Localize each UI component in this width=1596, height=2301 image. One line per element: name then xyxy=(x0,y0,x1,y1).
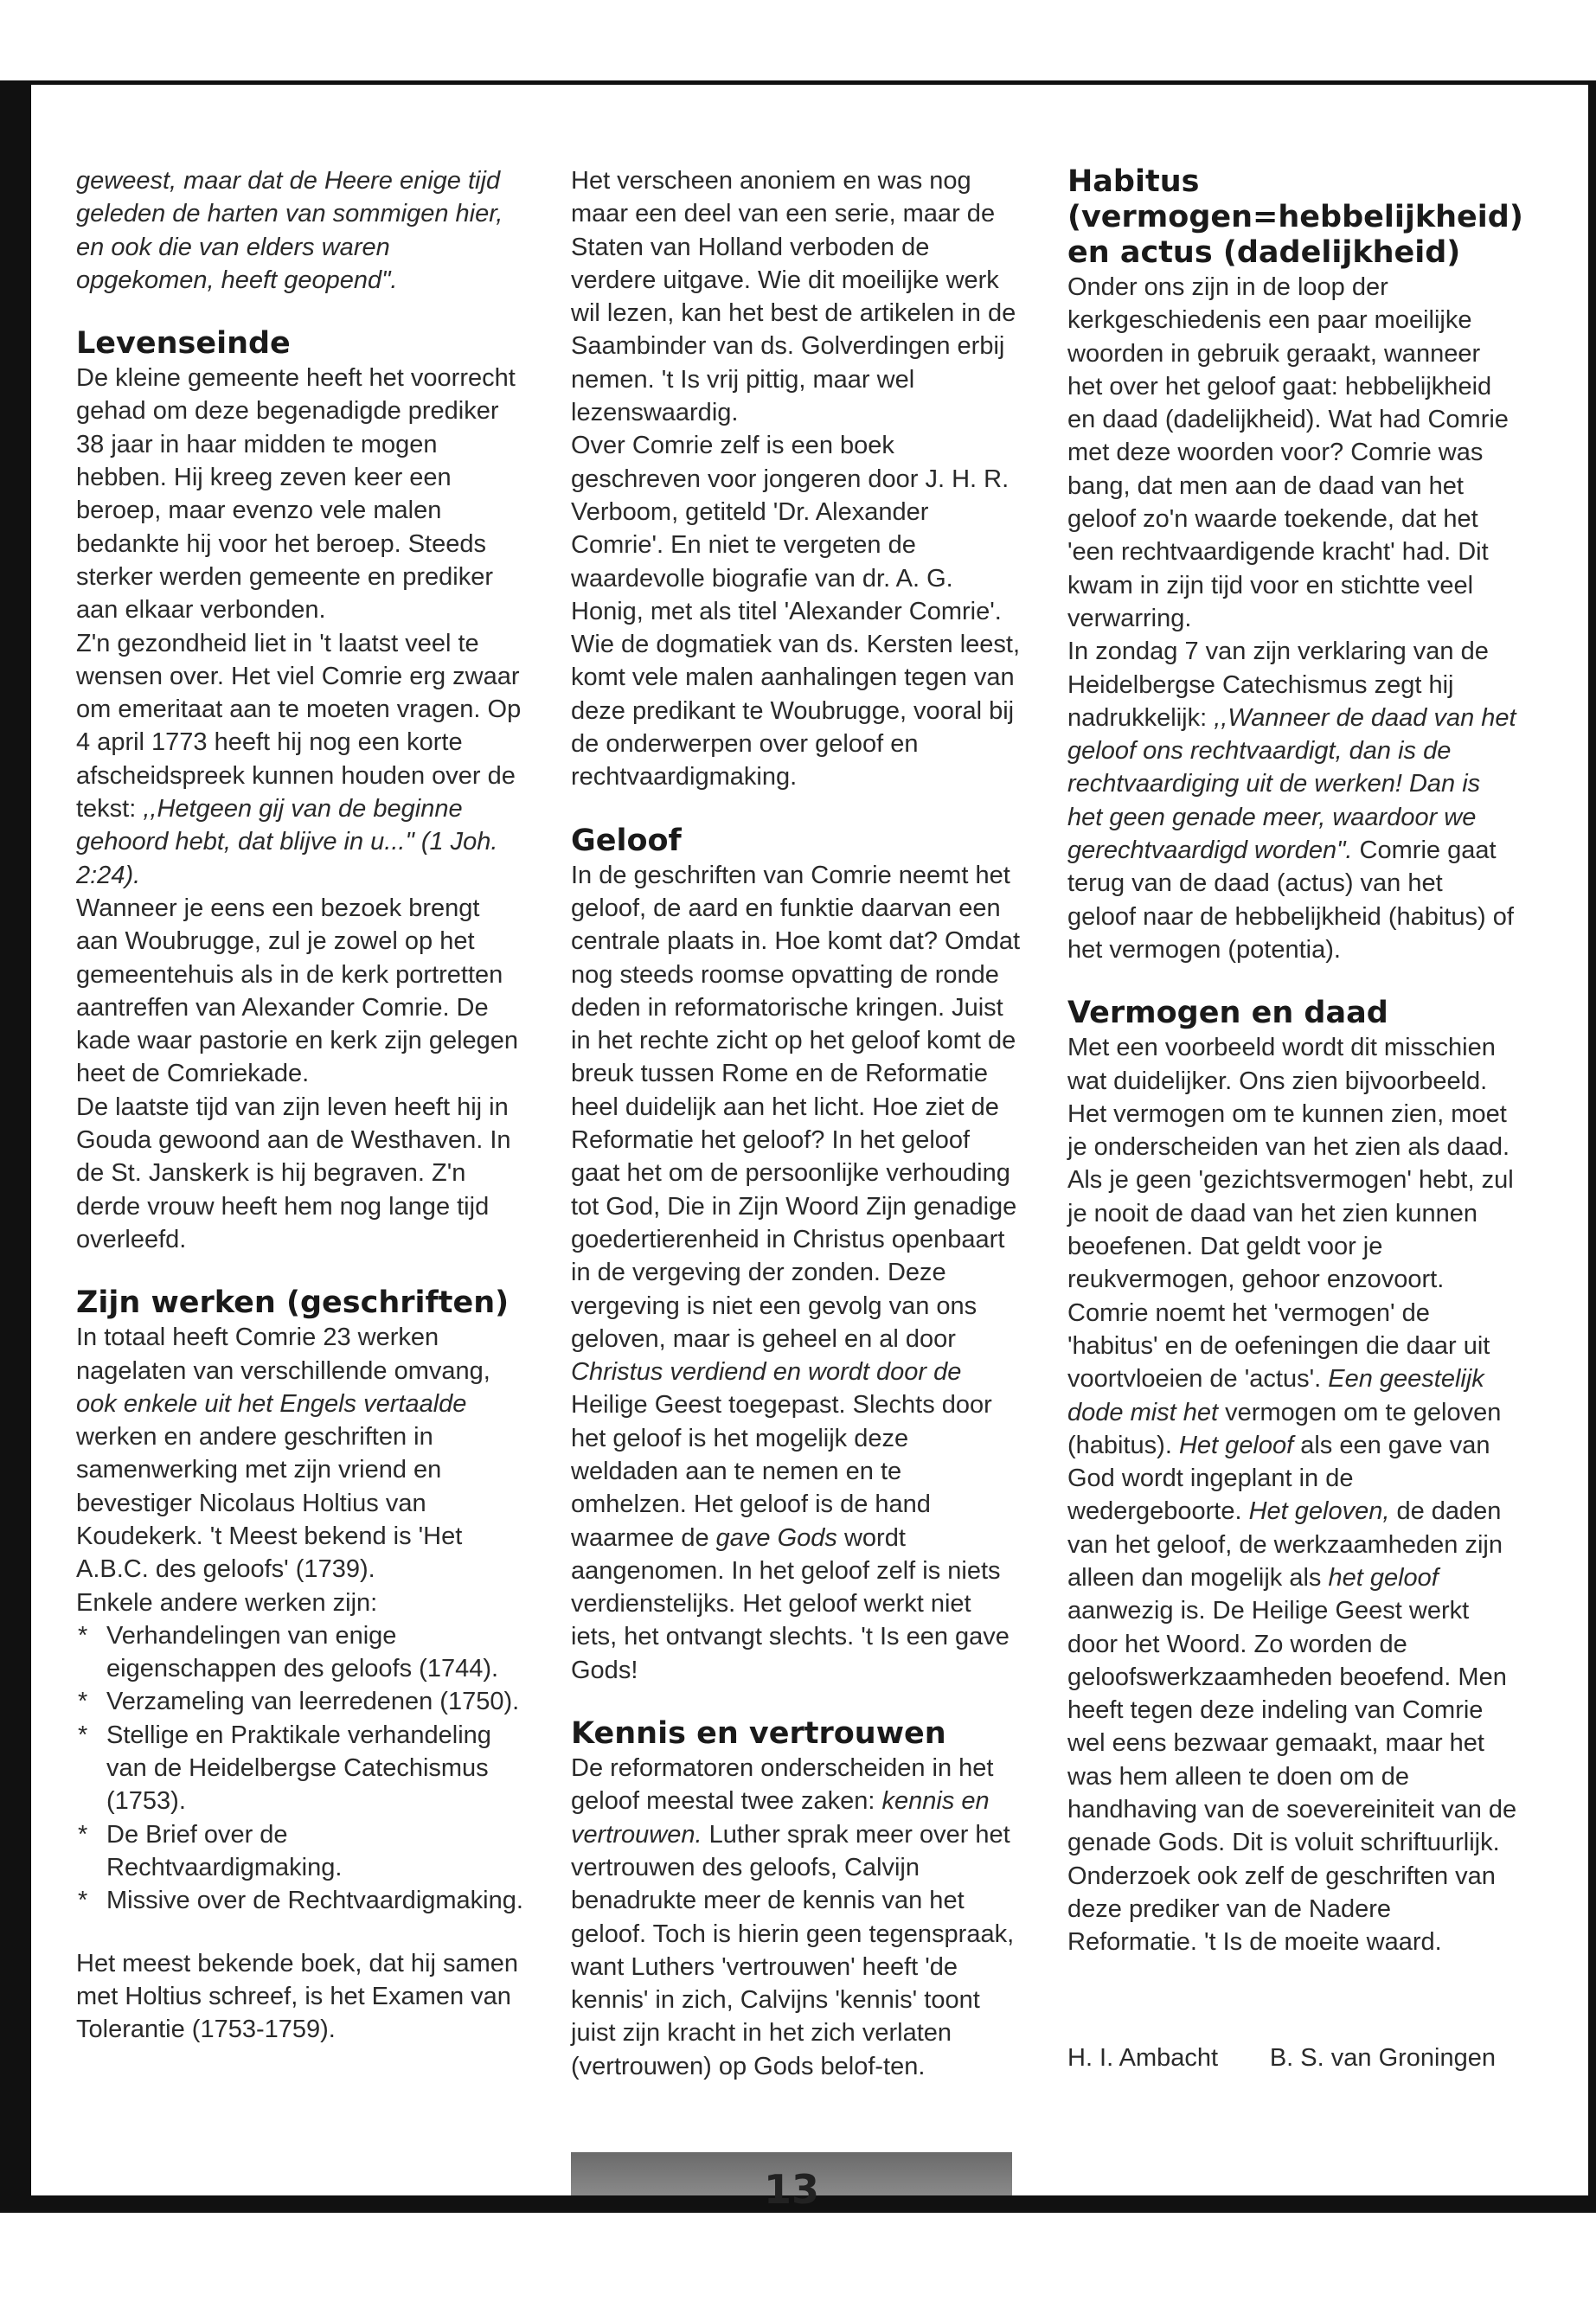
column-left xyxy=(76,164,526,2046)
text-run: aanwezig is. De Heilige Geest werkt door het Woord. Zo worden de geloofswerkzaamheden beoefend. Men heeft tegen deze indeling van Comrie wel eens bezwaar gemaakt, maar het was hem alleen te doen om de handhaving van de soevereiniteit van de genade Gods. Dit is voluit schriftuurlijk. Onderzoek ook zelf de geschriften van deze prediker van de Nadere Reformatie. 't Is de moeite waard. xyxy=(1067,1597,1517,1957)
intro-quote: geweest, maar dat de Heere enige tijd geleden de harten van sommigen hier, en ook die van elders waren opgekomen, heeft geopend". xyxy=(76,167,503,294)
text-run: de daden van het geloof, de werkzaamheden zijn alleen dan mogelijk als xyxy=(1067,1497,1503,1592)
text-run: wordt aangenomen. In het geloof zelf is niets verdienstelijks. Het geloof werkt niet iets, het ontvangt slechts. 't Is een gave Gods! xyxy=(571,1523,1010,1684)
paragraph xyxy=(1067,1031,1517,1958)
heading-vermogen: Vermogen en daad xyxy=(1067,996,1388,1031)
paragraph: De kleine gemeente heeft het voorrecht gehad om deze begenadigde prediker 38 jaar in haar midden te mogen hebben. Hij kreeg zeven keer een beroep, maar evenzo vele malen bedankte hij voor het beroep. Steeds sterker werden gemeente en prediker aan elkaar verbonden. xyxy=(76,364,516,625)
page-number: 13 xyxy=(763,2166,819,2213)
author-name: B. S. van Groningen xyxy=(1269,2043,1496,2072)
paragraph xyxy=(1067,635,1517,966)
paragraph xyxy=(76,1321,526,1586)
list-item: * Verzameling van leerredenen (1750). xyxy=(76,1685,526,1718)
heading-levenseinde: Levenseinde xyxy=(76,326,291,362)
italic-run: ,,Wanneer de daad van het geloof ons rechtvaardigt, dan is de rechtvaardiging uit de werken! Dan is het geen genade meer, waardoor we gerechtvaardigd worden". xyxy=(1067,703,1516,865)
works-list xyxy=(76,1619,526,1918)
page-number-bar xyxy=(571,2152,1012,2213)
italic-run: Christus verdiend en wordt door de xyxy=(571,1358,962,1387)
text-run: vermogen om te geloven (habitus). xyxy=(1067,1398,1502,1459)
column-middle xyxy=(571,164,1021,2083)
text-run: In totaal heeft Comrie 23 werken nagelaten van verschillende omvang, xyxy=(76,1324,490,1385)
column-right xyxy=(1067,164,1523,2074)
paragraph xyxy=(571,1752,1021,2083)
text-run: De reformatoren onderscheiden in het geloof meestal twee zaken: xyxy=(571,1754,994,1816)
heading-habitus: Habitus (vermogen=hebbelijkheid) en actus (dadelijkheid) xyxy=(1067,164,1523,270)
paragraph: Het meest bekende boek, dat hij samen met Holtius schreef, is het Examen van Tolerantie (1753-1759). xyxy=(76,1949,519,2044)
text-run: Met een voorbeeld wordt dit misschien wat duidelijker. Ons zien bijvoorbeeld. Het vermogen om te kunnen zien, moet je onderscheiden van het zien als daad. Als je geen 'gezichtsvermogen' hebt, zul je nooit de daad van het zien kunnen beoefenen. Dat geldt voor je reukvermogen, gehoor enzovoort. Comrie noemt het 'vermogen' de 'habitus' en de oefeningen die daar uit voortvloeien de 'actus'. xyxy=(1067,1034,1514,1394)
paragraph: Het verscheen anoniem en was nog maar een deel van een serie, maar de Staten van Holland verboden de verdere uitgave. Wie dit moeilijke werk wil lezen, kan het best de artikelen in de Saambinder van ds. Golverdingen erbij nemen. 't Is vrij pittig, maar wel lezenswaardig. xyxy=(571,167,1016,427)
text-run: Heilige Geest toegepast. Slechts door het geloof is het mogelijk deze weldaden aan te nemen en te omhelzen. Het geloof is de hand waarmee de xyxy=(571,1391,992,1552)
italic-run: Een geestelijk dode mist het xyxy=(1067,1365,1484,1426)
paragraph: Over Comrie zelf is een boek geschreven voor jongeren door J. H. R. Verboom, getiteld 'Dr. Alexander Comrie'. En niet te vergeten de waardevolle biografie van dr. A. G. Honig, met als titel 'Alexander Comrie'. Wie de dogmatiek van ds. Kersten leest, komt vele malen aanhalingen tegen van deze predikant te Woubrugge, vooral bij de onderwerpen over geloof en rechtvaardigmaking. xyxy=(571,432,1021,792)
italic-run: kennis en vertrouwen. xyxy=(571,1787,990,1849)
scan-edge-right xyxy=(1588,80,1596,2213)
text-run: Luther sprak meer over het vertrouwen des geloofs, Calvijn benadrukte meer de kennis van het geloof. Toch is hierin geen tegenspraak, want Luthers 'vertrouwen' heeft 'de kennis' in zich, Calvijns 'kennis' toont juist zijn kracht in het zich verlaten (vertrouwen) op Gods belof-ten. xyxy=(571,1820,1015,2080)
heading-geloof: Geloof xyxy=(571,823,682,858)
bible-quote: ,,Hetgeen gij van de beginne gehoord hebt, dat blijve in u..." (1 Joh. 2:24). xyxy=(76,795,498,889)
paragraph: Enkele andere werken zijn: xyxy=(76,1588,378,1617)
text-run: In zondag 7 van zijn verklaring van de Heidelbergse Catechismus zegt hij nadrukkelijk: xyxy=(1067,638,1489,732)
text-run: In de geschriften van Comrie neemt het geloof, de aard en funktie daarvan een centrale plaats in. Hoe komt dat? Omdat nog steeds roomse opvatting de ronde deden in reformatorische kringen. Juist in het rechte zicht op het geloof komt de breuk tussen Rome en de Reformatie heel duidelijk aan het licht. Hoe ziet de Reformatie het geloof? In het geloof gaat het om de persoonlijke verhouding tot God, Die in Zijn Woord Zijn genadige goedertierenheid in Christus openbaart in de vergeving der zonden. Deze vergeving is niet een gevolg van ons geloven, maar is geheel en al door xyxy=(571,861,1021,1353)
page-top-margin xyxy=(0,0,1596,82)
italic-run: gave Gods xyxy=(715,1523,837,1552)
authors-signature xyxy=(1067,2041,1496,2074)
list-item: * Verhandelingen van enige eigenschappen des geloofs (1744). xyxy=(76,1619,526,1686)
heading-werken: Zijn werken (geschriften) xyxy=(76,1285,510,1321)
paragraph: Wanneer je eens een bezoek brengt aan Woubrugge, zul je zowel op het gemeentehuis als in de kerk portretten aantreffen van Alexander Comrie. De kade waar pastorie en kerk zijn gelegen heet de Comriekade. xyxy=(76,894,519,1088)
italic-run: het geloof xyxy=(1328,1563,1439,1592)
paragraph xyxy=(571,859,1021,1687)
paragraph: De laatste tijd van zijn leven heeft hij in Gouda gewoond aan de Westhaven. In de St. Janskerk is hij begraven. Z'n derde vrouw heeft hem nog lange tijd overleefd. xyxy=(76,1093,511,1253)
italic-run: Het geloof xyxy=(1178,1431,1294,1459)
text-run: Comrie gaat terug van de daad (actus) van het geloof naar de hebbelijkheid (habitus) of het vermogen (potentia). xyxy=(1067,836,1514,964)
scan-edge-top xyxy=(0,80,1596,85)
paragraph xyxy=(76,627,526,892)
scan-edge-left xyxy=(0,80,31,2213)
text-run: werken en andere geschriften in samenwerking met zijn vriend en bevestiger Nicolaus Holtius van Koudekerk. 't Meest bekend is 'Het A.B.C. des geloofs' (1739). xyxy=(76,1423,463,1584)
italic-run: ook enkele uit het Engels vertaalde xyxy=(76,1389,467,1418)
paragraph: Onder ons zijn in de loop der kerkgeschiedenis een paar moeilijke woorden in gebruik geraakt, wanneer het over het geloof gaat: hebbelijkheid en daad (dadelijkheid). Wat had Comrie met deze woorden voor? Comrie was bang, dat men aan de daad van het geloof zo'n waarde toekende, dat het 'een rechtvaardigende kracht' had. Dit kwam in zijn tijd voor en stichtte veel verwarring. xyxy=(1067,273,1509,632)
italic-run: Het geloven, xyxy=(1248,1497,1390,1526)
text-run: als een gave van God wordt ingeplant in de wedergeboorte. xyxy=(1067,1431,1490,1526)
text-run: Z'n gezondheid liet in 't laatst veel te wensen over. Het viel Comrie erg zwaar om emeritaat aan te moeten vragen. Op 4 april 1773 heeft hij nog een korte afscheidspreek kunnen houden over de tekst: xyxy=(76,629,522,824)
heading-kennis: Kennis en vertrouwen xyxy=(571,1716,946,1752)
list-item: * Missive over de Rechtvaardigmaking. xyxy=(76,1884,526,1917)
list-item: * De Brief over de Rechtvaardigmaking. xyxy=(76,1818,526,1885)
list-item: * Stellige en Praktikale verhandeling van de Heidelbergse Catechismus (1753). xyxy=(76,1719,526,1818)
author-name: H. I. Ambacht xyxy=(1067,2043,1219,2072)
